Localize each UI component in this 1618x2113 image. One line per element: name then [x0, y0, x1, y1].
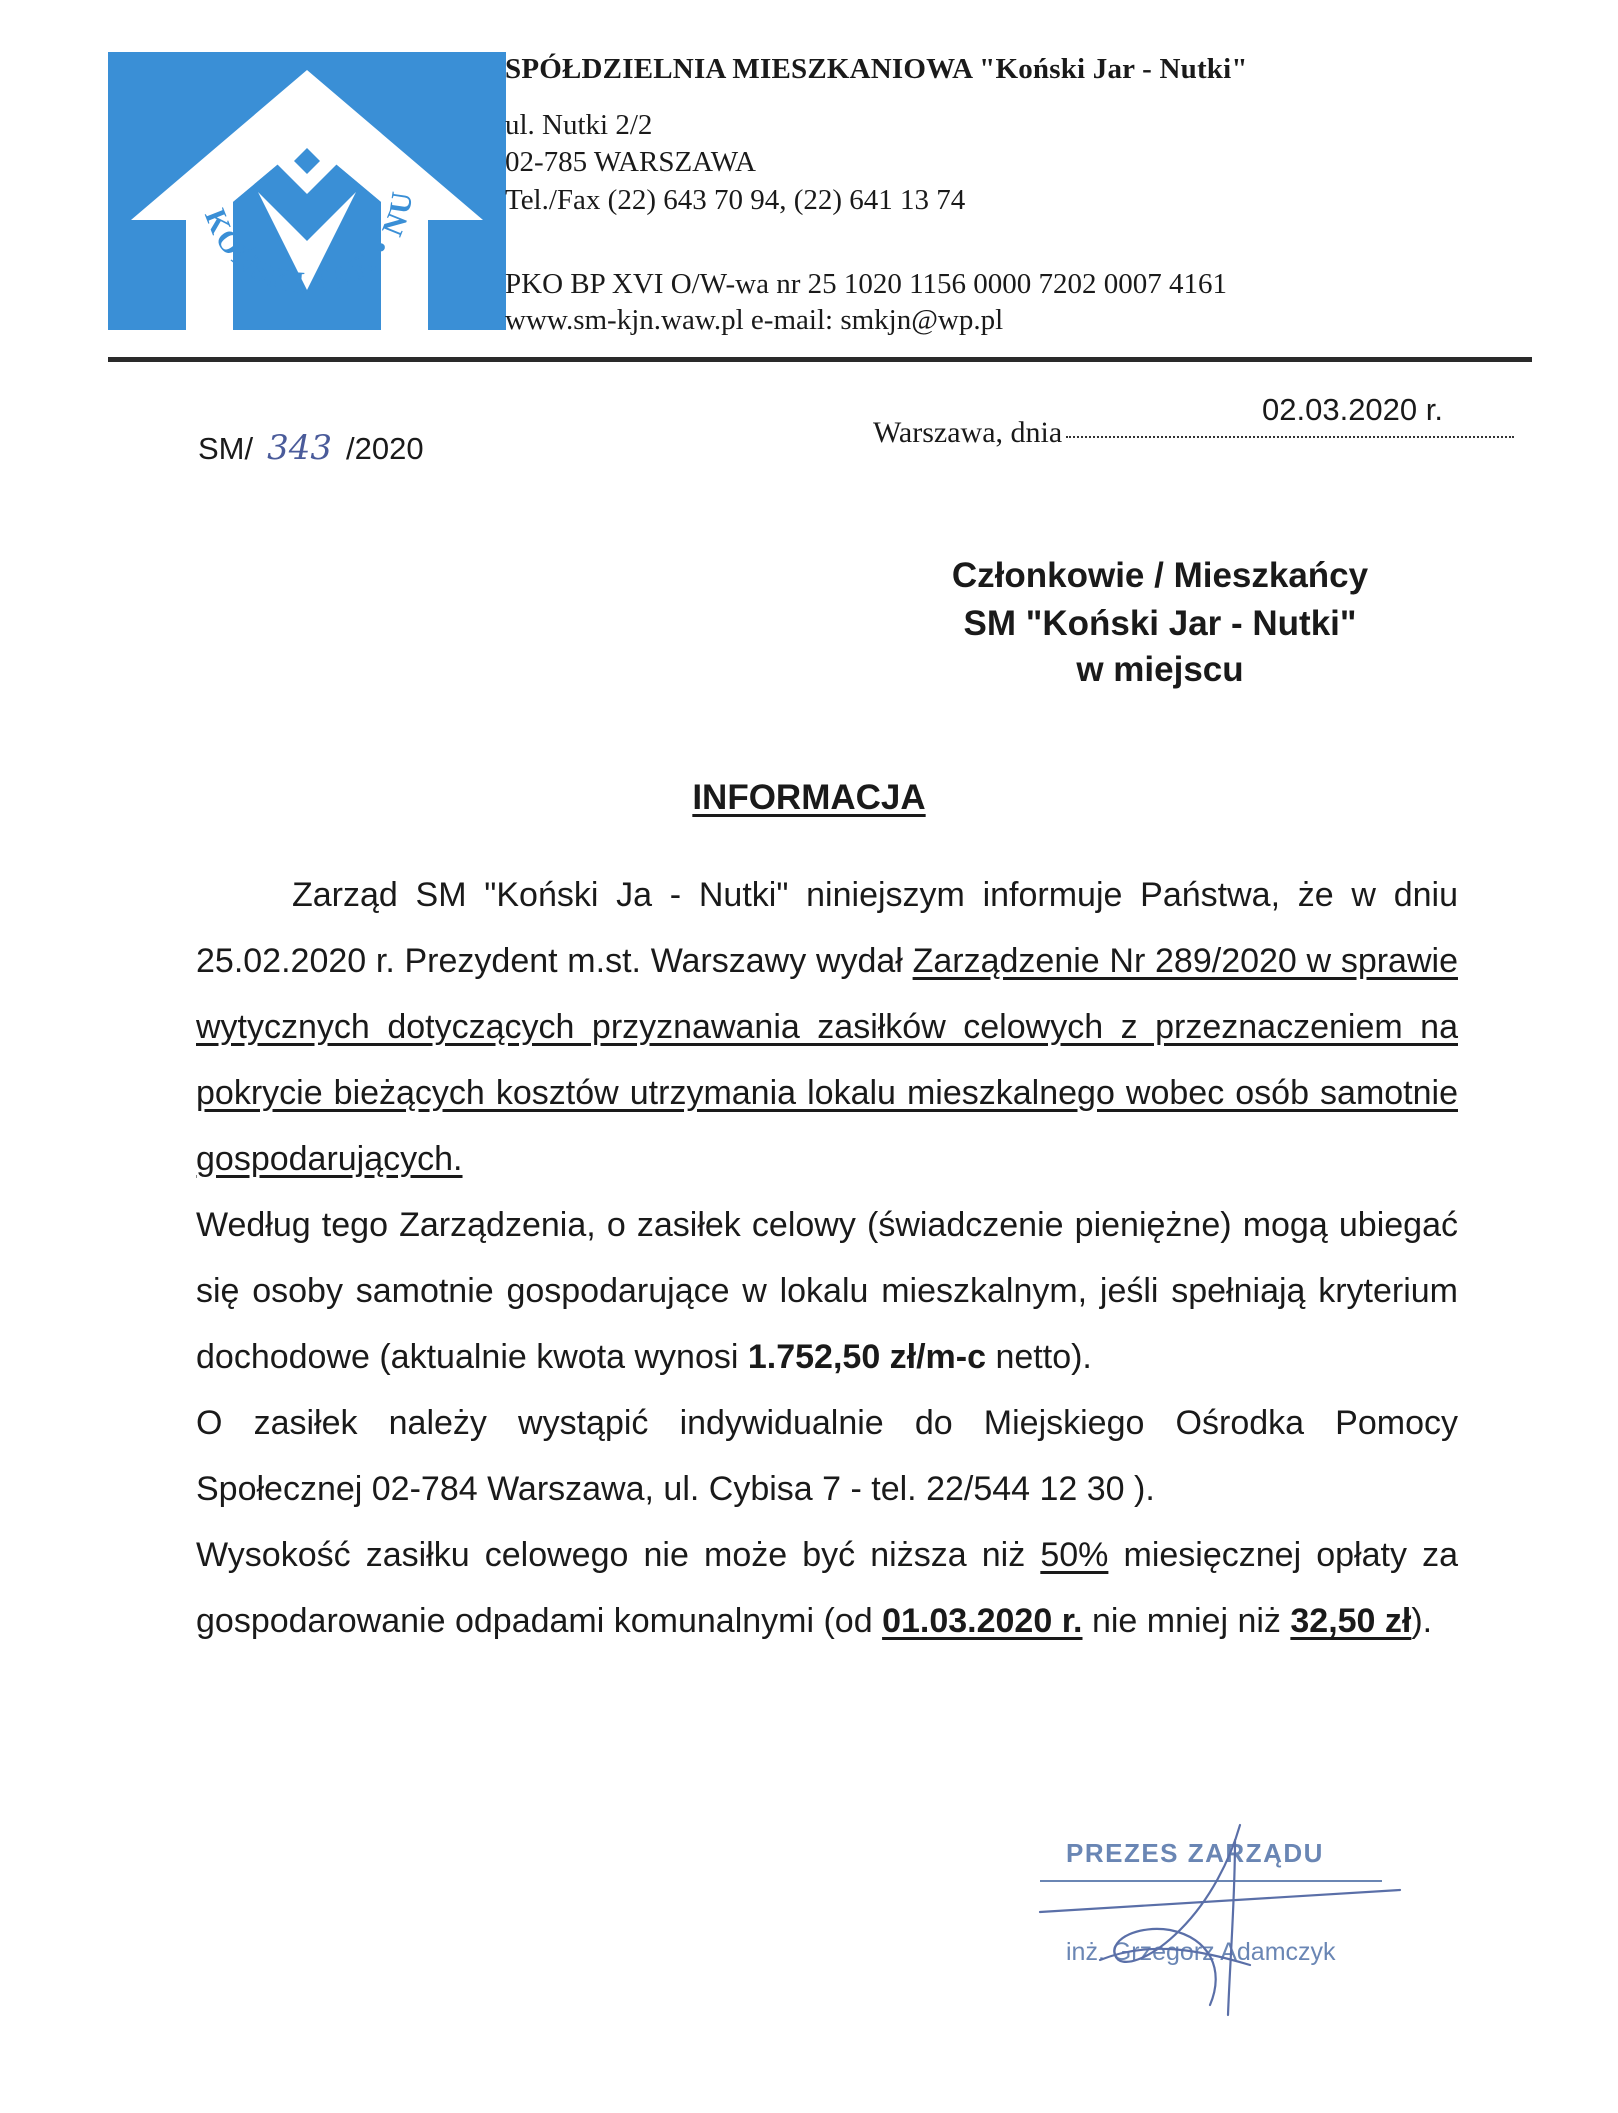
- reference-number: [198, 428, 424, 468]
- document-body: [196, 862, 1458, 1654]
- paragraph-3: O zasiłek należy wystąpić indywidualnie do Miejskiego Ośrodka Pomocy Społecznej 02-784 Warszawa, ul. Cybisa 7 - tel. 22/544 12 30 ).: [196, 1404, 1458, 1508]
- ordinance-reference: Zarządzenie Nr 289/2020 w sprawie wytycznych dotyczących przyznawania zasiłków celowych z przeznaczeniem na pokrycie bieżących kosztów utrzymania lokalu mieszkalnego wobec osób samotnie gospodarujących.: [196, 942, 1458, 1178]
- date-label: Warszawa, dnia: [873, 416, 1063, 449]
- income-threshold: 1.752,50 zł/m-c: [747, 1338, 987, 1376]
- minimum-amount: 32,50 zł: [1290, 1602, 1412, 1640]
- percentage-value: 50%: [1040, 1536, 1109, 1574]
- phone-fax: Tel./Fax (22) 643 70 94, (22) 641 13 74: [505, 184, 966, 216]
- date-value: 02.03.2020 r.: [1262, 392, 1443, 427]
- header-divider: [108, 357, 1532, 362]
- date-line: [873, 414, 1514, 450]
- paragraph-4: [196, 1522, 1458, 1654]
- addressee-line-2: SM "Koński Jar - Nutki": [963, 604, 1357, 643]
- bank-account: PKO BP XVI O/W-wa nr 25 1020 1156 0000 7202 0007 4161: [505, 268, 1228, 300]
- paragraph-4-middle: miesięcznej opłaty za gospodarowanie odpadami komunalnymi (od: [196, 1536, 1458, 1640]
- paragraph-2-text: Według tego Zarządzenia, o zasiłek celowy (świadczenie pieniężne) mogą ubiegać się osoby samotnie gospodarujące w lokalu mieszkalnym, jeśli spełniają kryterium dochodowe (aktualnie kwota wynosi: [196, 1206, 1458, 1376]
- cooperative-logo: [108, 52, 506, 330]
- organization-name: SPÓŁDZIELNIA MIESZKANIOWA "Koński Jar - Nutki": [505, 53, 1248, 85]
- paragraph-4-text: Wysokość zasiłku celowego nie może być niższa niż: [196, 1536, 1041, 1574]
- reference-prefix: SM/: [198, 431, 254, 466]
- house-logo-icon: [108, 52, 506, 330]
- document-heading: INFORMACJA: [692, 778, 926, 817]
- date-dotted-line: [1066, 436, 1514, 438]
- address-street: ul. Nutki 2/2: [505, 109, 653, 141]
- paragraph-4-minimum: nie mniej niż: [1082, 1602, 1291, 1640]
- paragraph-1: [196, 862, 1458, 1192]
- paragraph-1-text: Zarząd SM "Koński Ja - Nutki" niniejszym informuje Państwa, że w dniu 25.02.2020 r. Prezydent m.st. Warszawy wydał: [196, 876, 1458, 980]
- addressee-line-3: w miejscu: [1076, 650, 1244, 689]
- handwritten-signature: [1030, 1820, 1410, 2020]
- stamp-name: inż. Grzegorz Adamczyk: [1066, 1938, 1336, 1966]
- website-email: www.sm-kjn.waw.pl e-mail: smkjn@wp.pl: [505, 304, 1004, 336]
- address-city: 02-785 WARSZAWA: [505, 146, 756, 178]
- reference-suffix: /2020: [346, 431, 424, 466]
- reference-handwritten-number: 343: [267, 428, 333, 468]
- effective-date: 01.03.2020 r.: [882, 1602, 1083, 1640]
- paragraph-4-end: ).: [1411, 1602, 1433, 1640]
- stamp-title: PREZES ZARZĄDU: [1066, 1838, 1324, 1868]
- paragraph-2: [196, 1192, 1458, 1390]
- logo-text: KOŃSKI JAR • NU: [198, 186, 420, 300]
- paragraph-2-end: netto).: [986, 1338, 1092, 1376]
- addressee-line-1: Członkowie / Mieszkańcy: [951, 556, 1369, 595]
